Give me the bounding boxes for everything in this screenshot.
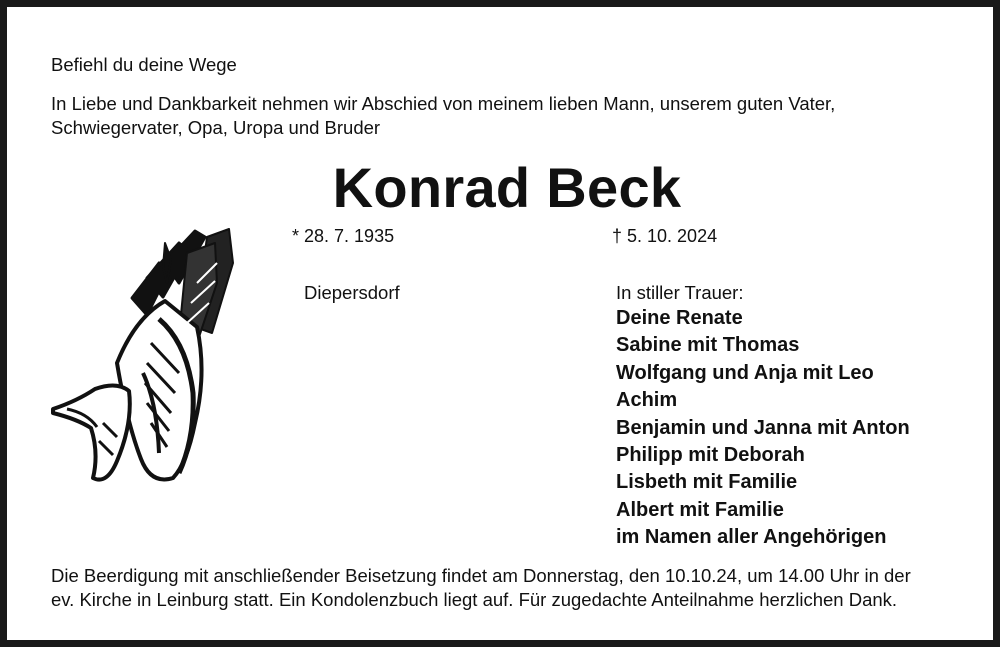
death-date: † 5. 10. 2024 (612, 226, 718, 246)
intro-line: Schwiegervater, Opa, Uropa und Bruder (51, 116, 381, 138)
intro-text (51, 92, 835, 139)
mourner-entry: Albert mit Familie (616, 498, 784, 521)
place-text: Diepersdorf (304, 282, 400, 303)
deceased-name: Konrad Beck (332, 156, 682, 219)
funeral-line: ev. Kirche in Leinburg statt. Ein Kondolenzbuch liegt auf. Für zugedachte Anteilnahme herzlichen Dank. (51, 588, 898, 610)
praying-hands-icon (47, 223, 242, 488)
funeral-text (51, 564, 911, 611)
mourners-label: In stiller Trauer: (616, 282, 744, 303)
mourner-entry: Philipp mit Deborah (616, 444, 805, 467)
mourner-entry: Achim (616, 389, 678, 412)
mourner-entry: Deine Renate (616, 307, 743, 329)
mourner-entry: Benjamin und Janna mit Anton (616, 416, 910, 439)
intro-line: In Liebe und Dankbarkeit nehmen wir Abschied von meinem lieben Mann, unserem guten Vater, (51, 93, 836, 114)
mourner-entry: Sabine mit Thomas (616, 334, 800, 357)
mourner-entry: Wolfgang und Anja mit Leo (616, 361, 874, 384)
birth-date: * 28. 7. 1935 (292, 226, 395, 246)
funeral-line: Die Beerdigung mit anschließender Beisetzung findet am Donnerstag, den 10.10.24, um 14.00 Uhr in der (51, 565, 911, 586)
mourners-list (616, 305, 910, 552)
verse-text: Befiehl du deine Wege (51, 54, 237, 75)
mourner-entry: Lisbeth mit Familie (616, 471, 798, 494)
mourner-entry: im Namen aller Angehörigen (616, 526, 887, 549)
